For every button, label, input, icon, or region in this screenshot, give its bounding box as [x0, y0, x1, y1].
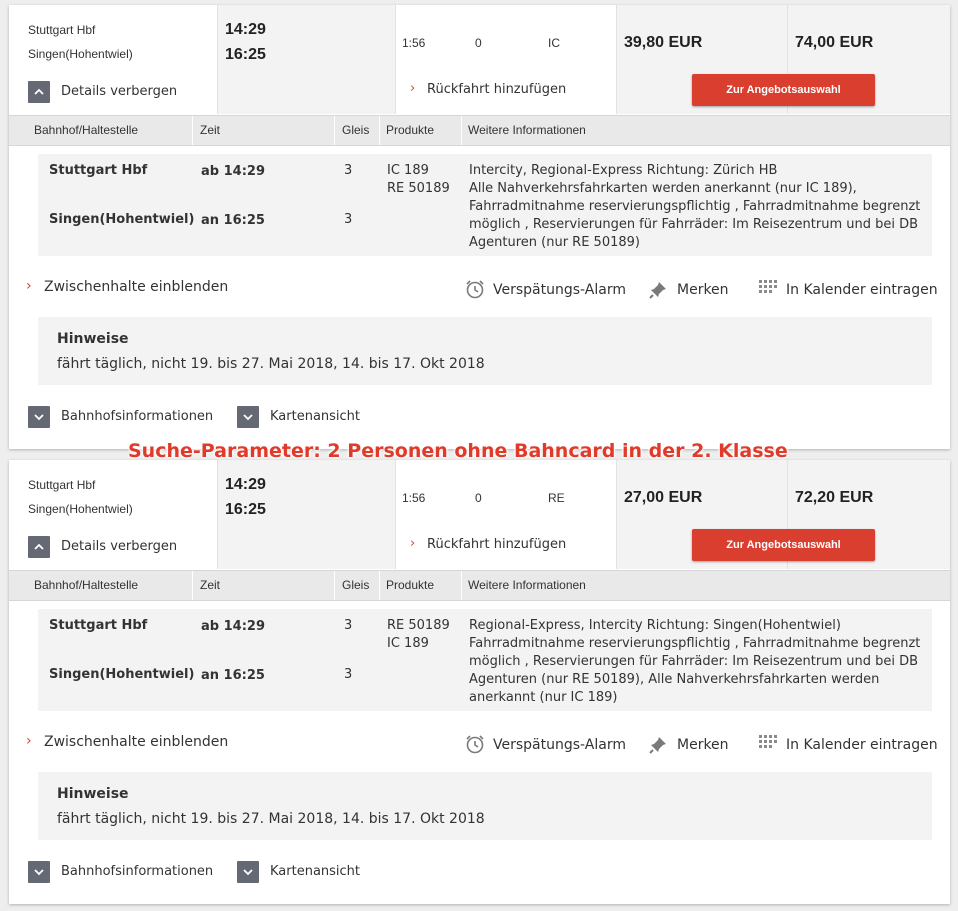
details-toggle-button[interactable]: [28, 536, 50, 558]
station-info-label[interactable]: Bahnhofsinformationen: [61, 409, 214, 424]
info-line: Agenturen (nur RE 50189): [469, 235, 640, 250]
col-time: Zeit: [200, 578, 221, 592]
details-toggle-button[interactable]: [28, 81, 50, 103]
delay-alarm-link[interactable]: Verspätungs-Alarm: [493, 737, 626, 753]
map-view-label[interactable]: Kartenansicht: [270, 864, 361, 879]
col-station: Bahnhof/Haltestelle: [34, 123, 139, 137]
calendar-icon: [758, 279, 778, 299]
return-trip-link[interactable]: Rückfahrt hinzufügen: [427, 82, 567, 97]
chevron-down-icon: [33, 866, 45, 878]
return-trip-link[interactable]: Rückfahrt hinzufügen: [427, 537, 567, 552]
stop-station: Stuttgart Hbf: [49, 163, 148, 178]
stop-platform: 3: [344, 212, 353, 227]
notes-box: [38, 317, 932, 385]
stop-station: Singen(Hohentwiel): [49, 212, 195, 227]
train-number[interactable]: IC 189: [387, 636, 429, 651]
arrival-time: 16:25: [225, 46, 266, 63]
detail-table-header: [9, 115, 950, 146]
info-line: Fahrradmitnahme reservierungspflichtig , Fahrradmitnahme begrenzt: [469, 636, 921, 651]
remember-link[interactable]: Merken: [677, 282, 729, 298]
info-line: Fahrradmitnahme reservierungspflichtig , Fahrradmitnahme begrenzt: [469, 199, 921, 214]
duration: 1:56: [402, 36, 426, 50]
further-info: [469, 162, 929, 252]
station-info-toggle[interactable]: [28, 406, 50, 428]
notes-box: [38, 772, 932, 840]
alarm-clock-icon: [464, 733, 486, 755]
notes-text: fährt täglich, nicht 19. bis 27. Mai 2018, 14. bis 17. Okt 2018: [57, 356, 485, 372]
chevron-right-icon: ›: [26, 278, 32, 294]
col-products: Produkte: [386, 578, 435, 592]
stop-platform: 3: [344, 667, 353, 682]
map-view-label[interactable]: Kartenansicht: [270, 409, 361, 424]
further-info: [469, 617, 929, 707]
col-products: Produkte: [386, 123, 435, 137]
stop-time: an 16:25: [201, 213, 265, 228]
col-info: Weitere Informationen: [468, 123, 586, 137]
chevron-up-icon: [33, 541, 45, 553]
price-first-class[interactable]: 72,20 EUR: [795, 489, 874, 506]
info-line: Agenturen (nur RE 50189), Alle Nahverkehrsfahrkarten werden: [469, 672, 880, 687]
connection-card: [9, 5, 950, 449]
details-toggle-label[interactable]: Details verbergen: [61, 84, 178, 99]
info-line: möglich , Reservierungen für Fahrräder: Im Reisezentrum und bei DB: [469, 654, 919, 669]
stop-time: an 16:25: [201, 668, 265, 683]
col-platform: Gleis: [342, 578, 370, 592]
chevron-down-icon: [33, 411, 45, 423]
route-detail-row: [38, 154, 932, 256]
connection-summary: [9, 460, 950, 569]
stop-platform: 3: [344, 163, 353, 178]
from-station: Stuttgart Hbf: [28, 478, 96, 492]
info-line: anerkannt (nur IC 189): [469, 690, 618, 705]
departure-time: 14:29: [225, 476, 266, 493]
remember-link[interactable]: Merken: [677, 737, 729, 753]
chevron-down-icon: [242, 411, 254, 423]
alarm-clock-icon: [464, 278, 486, 300]
chevron-right-icon: ›: [410, 536, 416, 551]
stop-time: ab 14:29: [201, 164, 265, 179]
connection-summary: [9, 5, 950, 114]
col-station: Bahnhof/Haltestelle: [34, 578, 139, 592]
stop-station: Stuttgart Hbf: [49, 618, 148, 633]
map-view-toggle[interactable]: [237, 861, 259, 883]
train-number[interactable]: RE 50189: [387, 181, 450, 196]
train-number[interactable]: IC 189: [387, 163, 429, 178]
departure-time: 14:29: [225, 21, 266, 38]
pin-icon: [648, 735, 668, 755]
intermediate-stops-link[interactable]: Zwischenhalte einblenden: [44, 279, 229, 295]
chevron-right-icon: ›: [26, 733, 32, 749]
price-first-class[interactable]: 74,00 EUR: [795, 34, 874, 51]
to-station: Singen(Hohentwiel): [28, 502, 133, 516]
products: IC: [548, 36, 560, 50]
info-line: möglich , Reservierungen für Fahrräder: Im Reisezentrum und bei DB: [469, 217, 919, 232]
stop-station: Singen(Hohentwiel): [49, 667, 195, 682]
stop-platform: 3: [344, 618, 353, 633]
train-number[interactable]: RE 50189: [387, 618, 450, 633]
col-info: Weitere Informationen: [468, 578, 586, 592]
pin-icon: [648, 280, 668, 300]
add-to-calendar-link[interactable]: In Kalender eintragen: [786, 737, 938, 753]
info-line: Alle Nahverkehrsfahrkarten werden anerkannt (nur IC 189),: [469, 181, 857, 196]
map-view-toggle[interactable]: [237, 406, 259, 428]
products: RE: [548, 491, 565, 505]
changes: 0: [475, 491, 482, 505]
connection-card: [9, 460, 950, 904]
details-toggle-label[interactable]: Details verbergen: [61, 539, 178, 554]
add-to-calendar-link[interactable]: In Kalender eintragen: [786, 282, 938, 298]
detail-table-header: [9, 570, 950, 601]
price-flexpreis[interactable]: 39,80 EUR: [624, 34, 703, 51]
duration: 1:56: [402, 491, 426, 505]
chevron-down-icon: [242, 866, 254, 878]
arrival-time: 16:25: [225, 501, 266, 518]
route-detail-row: [38, 609, 932, 711]
col-time: Zeit: [200, 123, 221, 137]
price-flexpreis[interactable]: 27,00 EUR: [624, 489, 703, 506]
search-parameters-banner: Suche-Parameter: 2 Personen ohne Bahncard in der 2. Klasse: [128, 440, 788, 462]
col-platform: Gleis: [342, 123, 370, 137]
station-info-label[interactable]: Bahnhofsinformationen: [61, 864, 214, 879]
delay-alarm-link[interactable]: Verspätungs-Alarm: [493, 282, 626, 298]
offer-selection-button[interactable]: Zur Angebotsauswahl: [692, 74, 875, 106]
station-info-toggle[interactable]: [28, 861, 50, 883]
intermediate-stops-link[interactable]: Zwischenhalte einblenden: [44, 734, 229, 750]
calendar-icon: [758, 734, 778, 754]
from-station: Stuttgart Hbf: [28, 23, 96, 37]
chevron-right-icon: ›: [410, 81, 416, 96]
changes: 0: [475, 36, 482, 50]
stop-time: ab 14:29: [201, 619, 265, 634]
offer-selection-button[interactable]: Zur Angebotsauswahl: [692, 529, 875, 561]
info-line: Intercity, Regional-Express Richtung: Zürich HB: [469, 163, 778, 178]
notes-title: Hinweise: [57, 331, 129, 347]
to-station: Singen(Hohentwiel): [28, 47, 133, 61]
notes-title: Hinweise: [57, 786, 129, 802]
info-line: Regional-Express, Intercity Richtung: Singen(Hohentwiel): [469, 618, 841, 633]
chevron-up-icon: [33, 86, 45, 98]
notes-text: fährt täglich, nicht 19. bis 27. Mai 2018, 14. bis 17. Okt 2018: [57, 811, 485, 827]
